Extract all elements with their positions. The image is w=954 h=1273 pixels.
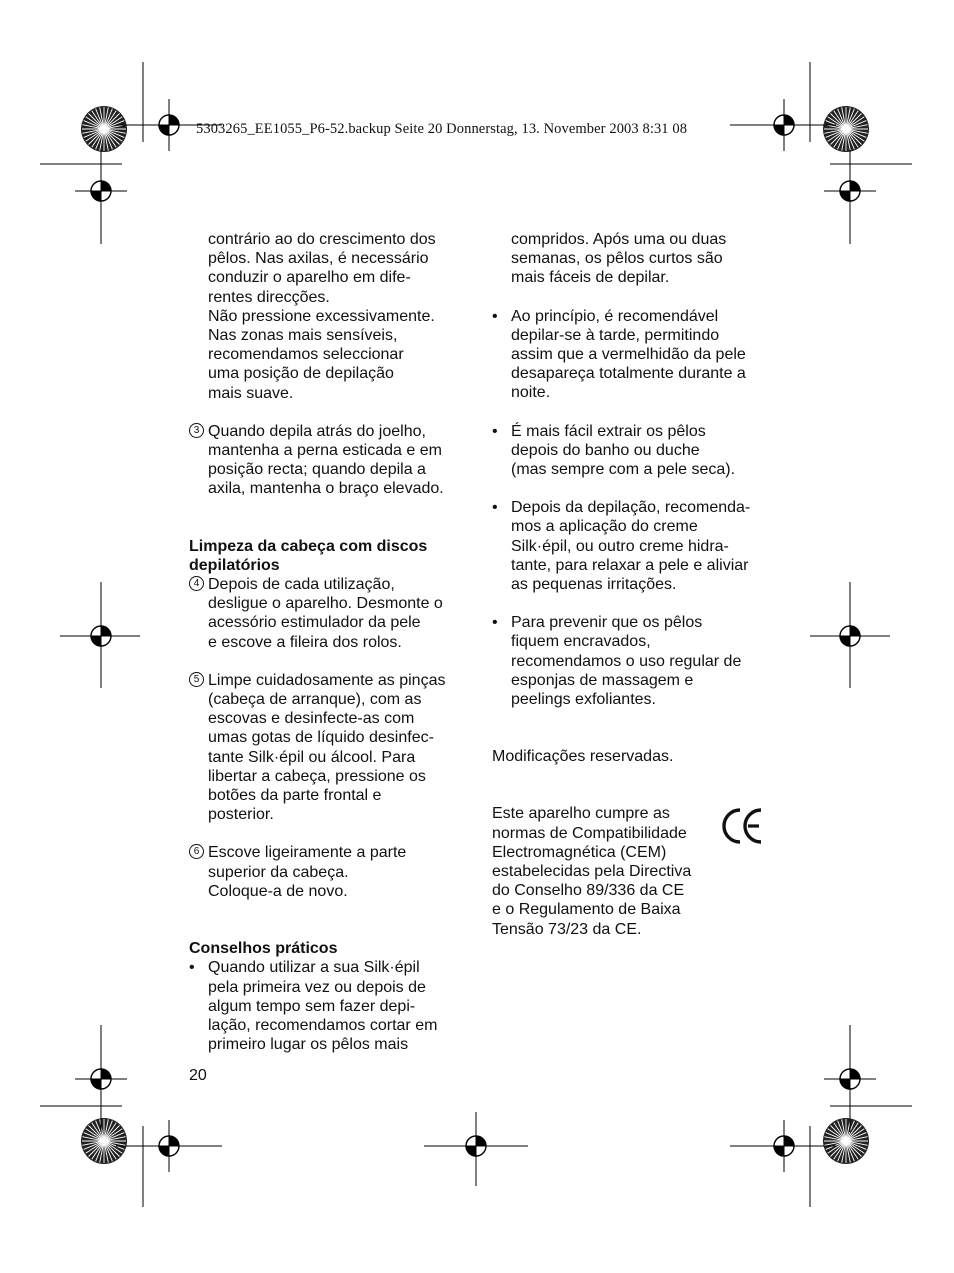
text-line: Este aparelho cumpre as (492, 805, 670, 823)
bullet: • (492, 499, 498, 517)
text-line: umas gotas de líquido desinfec- (208, 729, 434, 747)
text-line: contrário ao do crescimento dos (208, 231, 436, 248)
text-line: Para prevenir que os pêlos (511, 614, 703, 632)
text-line: mais suave. (208, 384, 294, 402)
text-line: superior da cabeça. (208, 863, 349, 881)
text-line: compridos. Após uma ou duas (511, 231, 727, 248)
step-6 (189, 843, 469, 901)
ce-mark-icon (722, 806, 764, 846)
tip-item (492, 613, 772, 709)
text-line: fiquem encravados, (511, 633, 651, 651)
text-line: Não pressione excessivamente. (208, 307, 435, 325)
section-heading: depilatórios (189, 556, 280, 574)
text-line: depilar-se à tarde, permitindo (511, 326, 720, 344)
text-line: uma posição de depilação (208, 365, 394, 383)
text-line: axila, mantenha o braço elevado. (208, 480, 444, 498)
text-line: Depois de cada utilização, (208, 576, 395, 594)
text-line: pela primeira vez ou depois de (208, 978, 426, 996)
text-line: as pequenas irritações. (511, 576, 677, 594)
text-line: Silk·épil, ou outro creme hidra- (511, 537, 729, 555)
step-3 (189, 422, 469, 499)
text-line: esponjas de massagem e (511, 671, 694, 689)
text-line: primeiro lugar os pêlos mais (208, 1036, 409, 1054)
text-line: estabelecidas pela Directiva (492, 863, 692, 881)
text-line: mais fáceis de depilar. (511, 269, 670, 287)
text-line: e escove a fileira dos rolos. (208, 633, 402, 651)
text-line: recomendamos o uso regular de (511, 652, 742, 670)
text-line: Nas zonas mais sensíveis, (208, 327, 398, 345)
page-number: 20 (189, 1067, 207, 1084)
text-line: Ao princípio, é recomendável (511, 307, 719, 325)
text-line: noite. (511, 384, 551, 402)
bullet: • (492, 307, 498, 325)
text-line: Tensão 73/23 da CE. (492, 920, 642, 938)
text-line: Quando depila atrás do joelho, (208, 422, 426, 440)
text-line: libertar a cabeça, pressione os (208, 767, 426, 785)
step-5 (189, 671, 469, 825)
text-line: posterior. (208, 806, 274, 824)
step-number-badge: 4 (189, 576, 204, 591)
text-line: lação, recomendamos cortar em (208, 1016, 438, 1034)
section-heading: Conselhos práticos (189, 940, 338, 958)
text-line: botões da parte frontal e (208, 787, 382, 805)
text-line: peelings exfoliantes. (511, 691, 656, 709)
text-line: (cabeça de arranque), com as (208, 691, 422, 709)
text-line: escovas e desinfecte-as com (208, 710, 415, 728)
text-line: normas de Compatibilidade (492, 824, 687, 842)
step-4 (189, 575, 469, 652)
step-number-badge: 6 (189, 844, 204, 859)
text-line: tante, para relaxar a pele e aliviar (511, 556, 749, 574)
left-column (189, 230, 469, 1054)
text-line: recomendamos seleccionar (208, 346, 404, 364)
text-line: acessório estimulador da pele (208, 614, 421, 632)
text-line: depois do banho ou duche (511, 441, 700, 459)
text-line: semanas, os pêlos curtos são (511, 250, 723, 268)
tip-item (492, 422, 772, 480)
section-heading: Limpeza da cabeça com discos (189, 537, 428, 555)
step-number-badge: 3 (189, 423, 204, 438)
text-line: mantenha a perna esticada e em (208, 442, 442, 460)
bullet: • (189, 959, 195, 977)
text-line: Limpe cuidadosamente as pinças (208, 671, 446, 689)
step-number-badge: 5 (189, 672, 204, 687)
tip-continuation (492, 230, 772, 288)
text-line: Depois da depilação, recomenda- (511, 499, 751, 517)
bullet: • (492, 422, 498, 440)
intro-paragraph (189, 230, 469, 403)
text-line: do Conselho 89/336 da CE (492, 882, 685, 900)
text-line: posição recta; quando depila a (208, 461, 426, 479)
text-line: conduzir o aparelho em dife- (208, 269, 411, 287)
text-line: e o Regulamento de Baixa (492, 901, 681, 919)
text-line: Coloque-a de novo. (208, 882, 348, 900)
text-line: tante Silk·épil ou álcool. Para (208, 748, 416, 766)
tip-item (492, 307, 772, 403)
text-line: desligue o aparelho. Desmonte o (208, 595, 443, 613)
tip-item (189, 958, 469, 1054)
text-line: algum tempo sem fazer depi- (208, 997, 416, 1015)
text-line: pêlos. Nas axilas, é necessário (208, 250, 429, 268)
text-line: rentes direcções. (208, 288, 330, 306)
text-line: Electromagnética (CEM) (492, 843, 667, 861)
text-line: (mas sempre com a pele seca). (511, 461, 736, 479)
modifications-reserved-note: Modificações reservadas. (492, 748, 674, 766)
bullet: • (492, 614, 498, 632)
text-line: mos a aplicação do creme (511, 518, 698, 536)
tip-item (492, 498, 772, 594)
text-line: desapareça totalmente durante a (511, 365, 746, 383)
text-line: assim que a vermelhidão da pele (511, 346, 746, 364)
text-line: Escove ligeiramente a parte (208, 844, 407, 862)
text-line: Quando utilizar a sua Silk·épil (208, 959, 420, 977)
print-slug-header: 5303265_EE1055_P6-52.backup Seite 20 Donnerstag, 13. November 2003 8:31 08 (196, 121, 688, 137)
text-line: É mais fácil extrair os pêlos (511, 422, 706, 440)
